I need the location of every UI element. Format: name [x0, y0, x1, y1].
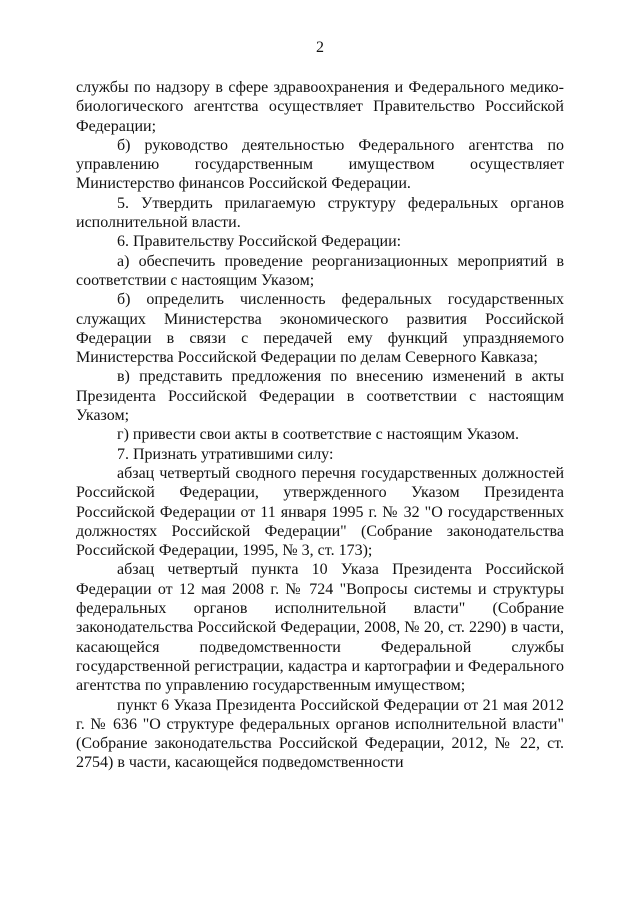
- paragraph-item-6a: а) обеспечить проведение реорганизационных мероприятий в соответствии с настоящим Указом;: [76, 252, 564, 289]
- paragraph-item-b-management: б) руководство деятельностью Федерального агентства по управлению государственным имуществом осуществляет Министерство финансов Российской Федерации.: [76, 136, 564, 193]
- paragraph-repeal-1: абзац четвертый сводного перечня государственных должностей Российской Федерации, утвержденного Указом Президента Российской Федерации от 11 января 1995 г. № 32 "О государственных должностях Российской Федерации" (Собрание законодательства Российской Федерации, 1995, № 3, ст. 173);: [76, 464, 564, 560]
- paragraph-repeal-3: пункт 6 Указа Президента Российской Федерации от 21 мая 2012 г. № 636 "О структуре федеральных органов исполнительной власти" (Собрание законодательства Российской Федерации, 2012, № 22, ст. 2754) в части, касающейся подведомственности: [76, 696, 564, 772]
- paragraph-continuation: службы по надзору в сфере здравоохранения и Федерального медико-биологического агентства осуществляет Правительство Российской Федерации;: [76, 79, 564, 135]
- paragraph-item-5: 5. Утвердить прилагаемую структуру федеральных органов исполнительной власти.: [76, 194, 564, 232]
- paragraph-item-6b: б) определить численность федеральных государственных служащих Министерства экономического развития Российской Федерации в связи с передачей ему функций упраздняемого Министерства Российской Федерации по делам Северного Кавказа;: [76, 291, 564, 367]
- paragraph-repeal-2: абзац четвертый пункта 10 Указа Президента Российской Федерации от 12 мая 2008 г. № 724 "Вопросы системы и структуры федеральных органов исполнительной власти" (Собрание законодательства Российской Федерации, 2008, № 20, ст. 2290) в части, касающейся подведомственности Федеральной службы государственной регистрации, кадастра и картографии и Федерального агентства по управлению государственным имуществом;: [76, 561, 564, 695]
- page-number: 2: [316, 39, 324, 56]
- paragraph-item-6v: в) представить предложения по внесению изменений в акты Президента Российской Федерации в соответствии с настоящим Указом;: [76, 368, 564, 425]
- paragraph-item-7: 7. Признать утратившими силу:: [117, 445, 334, 463]
- paragraph-item-6g: г) привести свои акты в соответствие с настоящим Указом.: [117, 426, 519, 444]
- document-body: [76, 78, 564, 773]
- paragraph-item-6: 6. Правительству Российской Федерации:: [117, 233, 402, 251]
